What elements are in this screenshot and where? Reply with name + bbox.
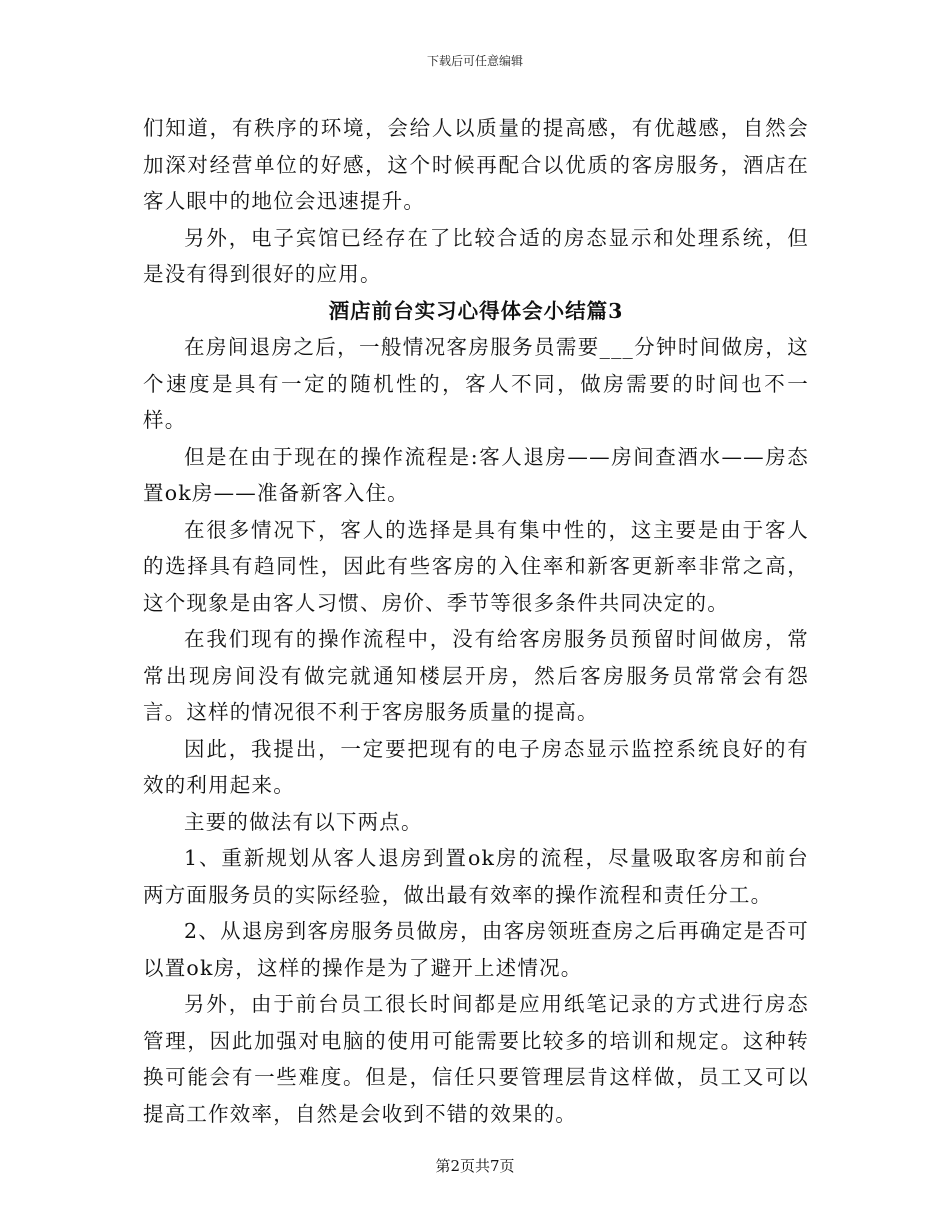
- paragraph-point-2: 2、从退房到客房服务员做房，由客房领班查房之后再确定是否可以置ok房，这样的操作是为了避开上述情况。: [143, 919, 809, 980]
- paragraph: 另外，由于前台员工很长时间都是应用纸笔记录的方式进行房态管理，因此加强对电脑的使用可能需要比较多的培训和规定。这种转换可能会有一些难度。但是，信任只要管理层肯这样做，员工又可以提高工作效率，自然是会收到不错的效果的。: [143, 992, 809, 1126]
- paragraph-point-1: 1、重新规划从客人退房到置ok房的流程，尽量吸取客房和前台两方面服务员的实际经验，做出最有效率的操作流程和责任分工。: [143, 846, 809, 907]
- paragraph: 主要的做法有以下两点。: [184, 809, 423, 834]
- paragraph-intro-continued: 们知道，有秩序的环境，会给人以质量的提高感，有优越感，自然会加深对经营单位的好感，这个时候再配合以优质的客房服务，酒店在客人眼中的地位会迅速提升。: [143, 116, 809, 213]
- header-note: 下载后可任意编辑: [426, 54, 523, 68]
- paragraph: 在房间退房之后，一般情况客房服务员需要___分钟时间做房，这个速度是具有一定的随机性的，客人不同，做房需要的时间也不一样。: [143, 335, 809, 432]
- paragraph: 因此，我提出，一定要把现有的电子房态显示监控系统良好的有效的利用起来。: [143, 736, 809, 797]
- paragraph: 在我们现有的操作流程中，没有给客房服务员预留时间做房，常常出现房间没有做完就通知楼层开房，然后客房服务员常常会有怨言。这样的情况很不利于客房服务质量的提高。: [143, 627, 809, 724]
- document-body: [143, 110, 809, 1132]
- paragraph: 在很多情况下，客人的选择是具有集中性的，这主要是由于客人的选择具有趋同性，因此有些客房的入住率和新客更新率非常之高，这个现象是由客人习惯、房价、季节等很多条件共同决定的。: [143, 517, 809, 615]
- section-title: 酒店前台实习心得体会小结篇3: [328, 298, 624, 323]
- paragraph-other-system: 另外，电子宾馆已经存在了比较合适的房态显示和处理系统，但是没有得到很好的应用。: [143, 225, 809, 286]
- paragraph: 但是在由于现在的操作流程是:客人退房——房间查酒水——房态置ok房——准备新客入住。: [143, 444, 809, 505]
- page-number-footer: 第2页共7页: [435, 1157, 515, 1175]
